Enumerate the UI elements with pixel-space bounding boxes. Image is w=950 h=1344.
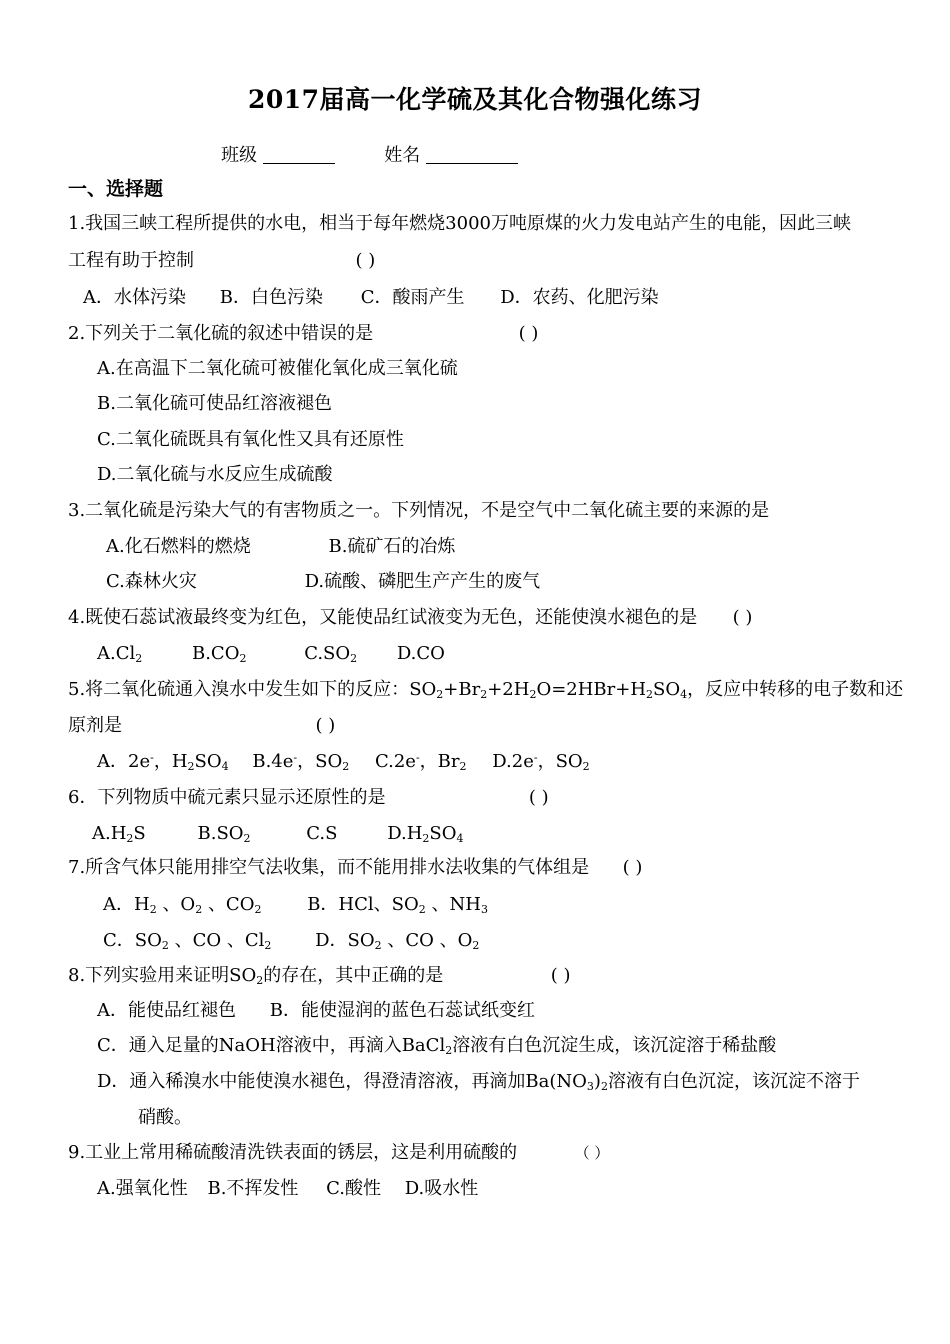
q1-options — [83, 286, 659, 310]
q9-option-d[interactable]: D.吸水性 — [404, 1178, 479, 1199]
q4-option-d[interactable]: D.CO — [396, 643, 445, 664]
q5-option-d[interactable]: D.2e-，$SO_2$ — [492, 751, 590, 773]
q7-stem: 7.所含气体只能用排空气法收集，而不能用排水法收集的气体组是 ( ) — [68, 857, 643, 878]
q7-options-row1 — [103, 893, 488, 917]
q5-stem-line1: 5.将二氧化硫通入溴水中发生如下的反应：$SO_2+Br_2+2H_2O=2HBr+H_2SO_4$，反应中转移的电子数和还 — [68, 679, 904, 701]
q2-option-d[interactable]: D.二氧化硫与水反应生成硫酸 — [97, 464, 333, 485]
page-title: 2017届高一化学硫及其化合物强化练习 — [247, 85, 703, 114]
q1-option-d[interactable]: D．农药、化肥污染 — [500, 287, 659, 308]
q4-answer-paren[interactable]: ( ) — [732, 607, 753, 628]
class-blank[interactable] — [263, 145, 335, 164]
q1-option-c[interactable]: C．酸雨产生 — [360, 287, 465, 308]
q6-options — [92, 822, 464, 846]
q4-option-a[interactable]: $A.Cl_2$ — [97, 643, 143, 665]
q8-option-b[interactable]: B．能使湿润的蓝色石蕊试纸变红 — [269, 1000, 535, 1021]
q7-option-c[interactable]: C．$SO_2$ 、CO 、$Cl_2$ — [103, 930, 272, 952]
q5-options — [97, 750, 590, 774]
q6-answer-paren[interactable]: ( ) — [528, 787, 549, 808]
q3-options-row1 — [106, 535, 455, 559]
q1-answer-paren[interactable]: ( ) — [355, 250, 376, 271]
q4-stem-text: 4.既使石蕊试液最终变为红色，又能使品红试液变为无色，还能使溴水褪色的是 — [68, 607, 698, 628]
q6-option-d[interactable]: $D.H_2SO_4$ — [387, 823, 464, 845]
q9-options — [97, 1177, 478, 1201]
q2-option-a[interactable]: A.在高温下二氧化硫可被催化氧化成三氧化硫 — [97, 358, 458, 379]
q8-options-ab — [97, 999, 535, 1023]
name-label: 姓名 — [384, 145, 421, 166]
q3-option-c[interactable]: C.森林火灾 — [106, 571, 197, 592]
q9-stem: 9.工业上常用稀硫酸清洗铁表面的锈层，这是利用硫酸的 （ ） — [68, 1142, 610, 1163]
q1-stem-line2 — [68, 249, 375, 273]
q2-stem-text: 2.下列关于二氧化硫的叙述中错误的是 — [68, 323, 374, 344]
q7-option-b[interactable]: B．HCl、$SO_2$ 、$NH_3$ — [307, 894, 488, 916]
q8-option-d-line2: 硝酸。 — [138, 1107, 192, 1128]
q2-option-c[interactable]: C.二氧化硫既具有氧化性又具有还原性 — [97, 429, 404, 450]
q9-answer-paren[interactable]: （ ） — [574, 1144, 610, 1162]
q5-option-b[interactable]: B.4e-，$SO_2$ — [252, 751, 350, 773]
q3-option-b[interactable]: B.硫矿石的冶炼 — [328, 536, 456, 557]
q7-options-row2 — [103, 929, 479, 953]
q6-stem: 6．下列物质中硫元素只显示还原性的是 ( ) — [68, 787, 549, 808]
section-title: 一、选择题 — [68, 178, 164, 200]
student-info — [221, 141, 518, 167]
q7-answer-paren[interactable]: ( ) — [622, 857, 643, 878]
q2-stem — [68, 322, 538, 346]
q8-option-a[interactable]: A．能使品红褪色 — [97, 1000, 236, 1021]
q9-option-a[interactable]: A.强氧化性 — [97, 1178, 188, 1199]
q6-option-b[interactable]: $B.SO_2$ — [197, 823, 251, 845]
q8-option-c[interactable]: C．通入足量的NaOH溶液中，再滴入BaCl$_2$溶液有白色沉淀生成，该沉淀溶于稀盐酸 — [97, 1035, 777, 1057]
q4-stem — [68, 606, 752, 630]
q3-stem: 3.二氧化硫是污染大气的有害物质之一。下列情况，不是空气中二氧化硫主要的来源的是 — [68, 500, 770, 521]
q3-option-a[interactable]: A.化石燃料的燃烧 — [106, 536, 251, 557]
q9-option-b[interactable]: B.不挥发性 — [207, 1178, 299, 1199]
q5-equation: $SO_2+Br_2+2H_2O=2HBr+H_2SO_4$ — [409, 679, 688, 701]
q4-option-b[interactable]: $B.CO_2$ — [191, 643, 247, 665]
q5-option-a[interactable]: A．2e-，$H_2SO_4$ — [97, 751, 229, 773]
q1-option-b[interactable]: B．白色污染 — [219, 287, 323, 308]
q4-option-c[interactable]: $C.SO_2$ — [304, 643, 358, 665]
q6-option-a[interactable]: $A.H_2S$ — [92, 823, 146, 845]
q1-stem-line1: 1.我国三峡工程所提供的水电，相当于每年燃烧3000万吨原煤的火力发电站产生的电能，因此三峡 — [68, 213, 851, 234]
q2-answer-paren[interactable]: ( ) — [518, 323, 539, 344]
q7-option-a[interactable]: A．$H_2$ 、$O_2$ 、$CO_2$ — [103, 894, 262, 916]
q9-option-c[interactable]: C.酸性 — [326, 1178, 382, 1199]
q5-stem-line2: 原剂是 ( ) — [68, 715, 336, 736]
class-label: 班级 — [221, 145, 257, 166]
q3-option-d[interactable]: D.硫酸、磷肥生产产生的废气 — [304, 571, 541, 592]
q6-option-c[interactable]: C.S — [306, 823, 338, 844]
q1-stem-line2-text: 工程有助于控制 — [68, 250, 194, 271]
name-blank[interactable] — [426, 145, 518, 164]
q8-stem: 8.下列实验用来证明$SO_2$的存在，其中正确的是 ( ) — [68, 965, 571, 987]
q8-answer-paren[interactable]: ( ) — [550, 965, 571, 986]
q1-option-a[interactable]: A．水体污染 — [83, 287, 186, 308]
q5-answer-paren[interactable]: ( ) — [315, 715, 336, 736]
q2-option-b[interactable]: B.二氧化硫可使品红溶液褪色 — [97, 393, 332, 414]
q7-option-d[interactable]: D．$SO_2$ 、CO 、$O_2$ — [315, 930, 480, 952]
q3-options-row2 — [106, 570, 540, 594]
q5-option-c[interactable]: C.2e-，$Br_2$ — [374, 751, 467, 773]
q4-options — [97, 642, 445, 666]
q8-option-d[interactable]: D．通入稀溴水中能使溴水褪色，得澄清溶液，再滴加$Ba(NO_3)_2$溶液有白色沉淀，该沉淀不溶于 — [97, 1071, 860, 1093]
